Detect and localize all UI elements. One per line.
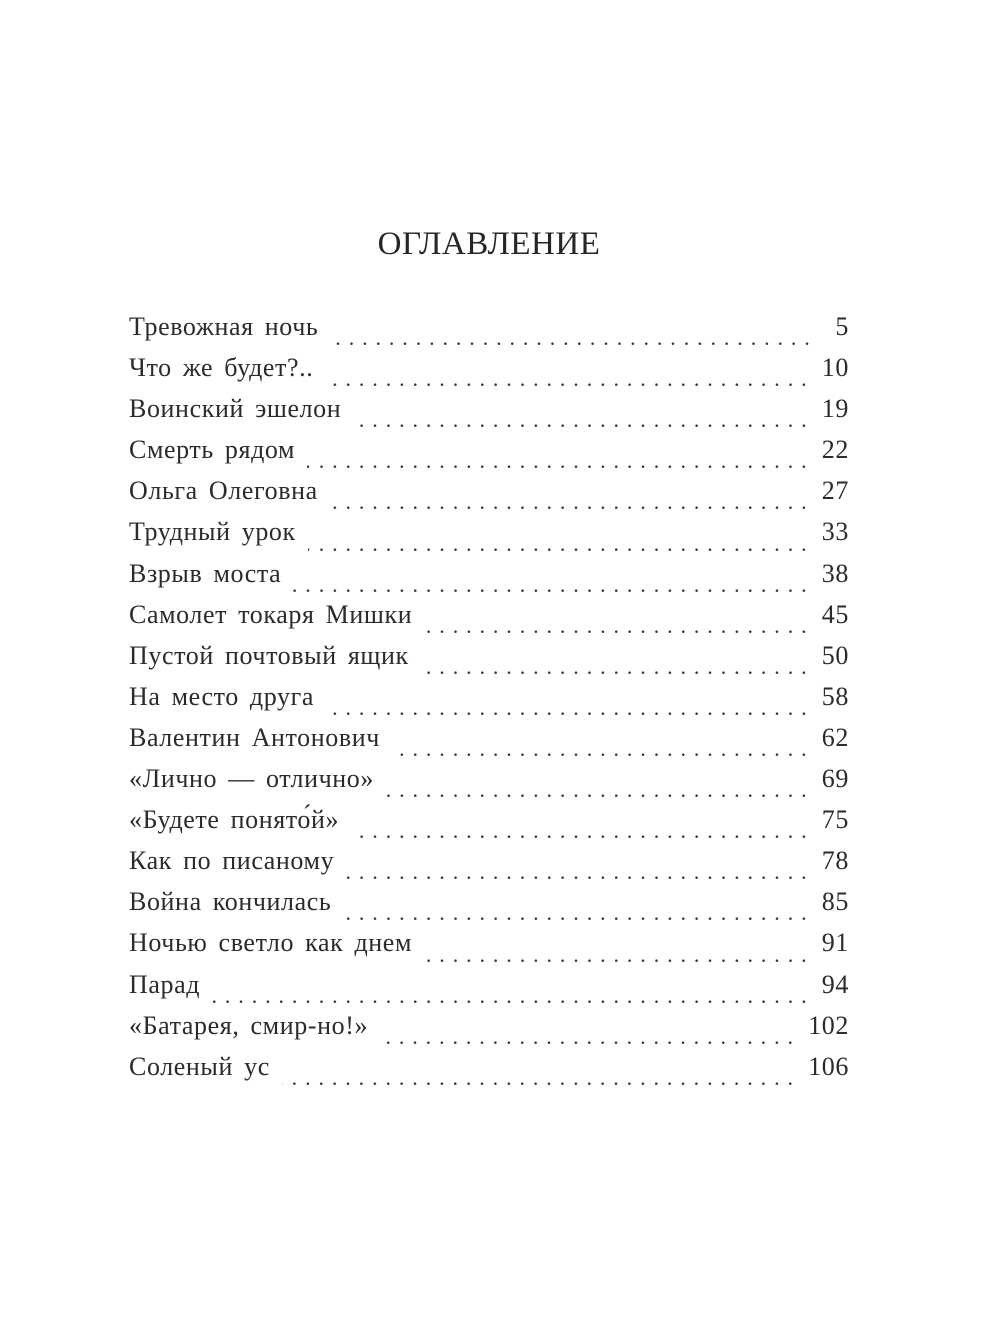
dot-leader bbox=[308, 533, 808, 559]
toc-entry-title: Соленый ус bbox=[129, 1051, 270, 1081]
toc-entry-page: 78 bbox=[821, 846, 849, 876]
toc-entry-page: 94 bbox=[821, 969, 849, 999]
toc-entry-page: 102 bbox=[808, 1010, 849, 1040]
dot-leader bbox=[293, 574, 807, 600]
toc-entry[interactable] bbox=[129, 476, 849, 517]
toc-entry-page: 27 bbox=[821, 476, 849, 506]
toc-entry-page: 62 bbox=[821, 722, 849, 752]
dot-leader bbox=[353, 409, 808, 435]
toc-entry[interactable] bbox=[129, 846, 849, 887]
toc-entry[interactable] bbox=[129, 887, 849, 928]
toc-entry-title: На место друга bbox=[129, 681, 315, 711]
dot-leader bbox=[212, 985, 808, 1011]
toc-entry-title: «Лично — отлично» bbox=[129, 764, 374, 794]
toc-entry[interactable] bbox=[129, 682, 849, 723]
toc-entry-page: 33 bbox=[821, 517, 849, 547]
dot-leader bbox=[351, 820, 808, 846]
dot-leader bbox=[330, 491, 808, 517]
dot-leader bbox=[346, 861, 808, 887]
toc-entry-title: Трудный урок bbox=[129, 517, 296, 547]
dot-leader bbox=[282, 1067, 794, 1093]
toc-entry-title: Что же будет?.. bbox=[129, 353, 314, 383]
toc-entry-title: Война кончилась bbox=[129, 887, 332, 917]
toc-entry[interactable] bbox=[129, 1011, 849, 1052]
toc-entry[interactable] bbox=[129, 435, 849, 476]
toc-entry[interactable] bbox=[129, 312, 849, 353]
toc-entry-title: Парад bbox=[129, 969, 201, 999]
dot-leader bbox=[380, 1026, 794, 1052]
dot-leader bbox=[326, 697, 808, 723]
toc-entry-page: 38 bbox=[821, 558, 849, 588]
toc-entry-title: Как по писаному bbox=[129, 846, 335, 876]
toc-entry-page: 19 bbox=[821, 394, 849, 424]
toc-entry[interactable] bbox=[129, 600, 849, 641]
toc-entry-page: 10 bbox=[821, 353, 849, 383]
toc-entry[interactable] bbox=[129, 517, 849, 558]
toc-entry-title: Валентин Антонович bbox=[129, 722, 380, 752]
dot-leader bbox=[421, 656, 808, 682]
toc-entry[interactable] bbox=[129, 559, 849, 600]
dot-leader bbox=[307, 450, 808, 476]
toc-entry[interactable] bbox=[129, 970, 849, 1011]
toc-entry[interactable] bbox=[129, 764, 849, 805]
toc-entry-page: 5 bbox=[835, 312, 849, 341]
toc-entry[interactable] bbox=[129, 353, 849, 394]
toc-entry-page: 22 bbox=[821, 435, 849, 465]
toc-entry[interactable] bbox=[129, 928, 849, 969]
dot-leader bbox=[330, 327, 811, 353]
dot-leader bbox=[386, 779, 808, 805]
toc-entry-title: Пустой почтовый ящик bbox=[129, 640, 409, 670]
toc-entry-title: Воинский эшелон bbox=[129, 394, 342, 424]
toc-entry[interactable] bbox=[129, 641, 849, 682]
toc-entry-title: Самолет токаря Мишки bbox=[129, 599, 413, 629]
toc-entry-page: 85 bbox=[821, 887, 849, 917]
toc-entry[interactable] bbox=[129, 805, 849, 846]
toc-entry-page: 50 bbox=[821, 640, 849, 670]
toc-heading: ОГЛАВЛЕНИЕ bbox=[377, 226, 601, 262]
toc-entry-title: Взрыв моста bbox=[129, 558, 282, 588]
toc-entry-title: Смерть рядом bbox=[129, 435, 296, 465]
dot-leader bbox=[325, 368, 807, 394]
toc-entry-page: 91 bbox=[821, 928, 849, 958]
toc-entry[interactable] bbox=[129, 394, 849, 435]
dot-leader bbox=[343, 902, 807, 928]
toc-entry[interactable] bbox=[129, 1052, 849, 1093]
toc-entry-page: 58 bbox=[821, 681, 849, 711]
toc-entry-title: Ольга Олеговна bbox=[129, 476, 318, 506]
toc-entry-page: 69 bbox=[821, 764, 849, 794]
toc-entry-page: 45 bbox=[821, 599, 849, 629]
dot-leader bbox=[424, 944, 808, 970]
toc-list bbox=[129, 312, 849, 1093]
toc-entry-title: «Батарея, смир-но!» bbox=[129, 1010, 369, 1040]
toc-entry-title: Тревожная ночь bbox=[129, 312, 319, 341]
toc-entry[interactable] bbox=[129, 723, 849, 764]
toc-entry-title: Ночью светло как днем bbox=[129, 928, 413, 958]
toc-entry-title: «Будете понято́й» bbox=[129, 805, 340, 835]
dot-leader bbox=[392, 738, 808, 764]
toc-entry-page: 75 bbox=[821, 805, 849, 835]
dot-leader bbox=[424, 615, 808, 641]
toc-entry-page: 106 bbox=[808, 1051, 849, 1081]
